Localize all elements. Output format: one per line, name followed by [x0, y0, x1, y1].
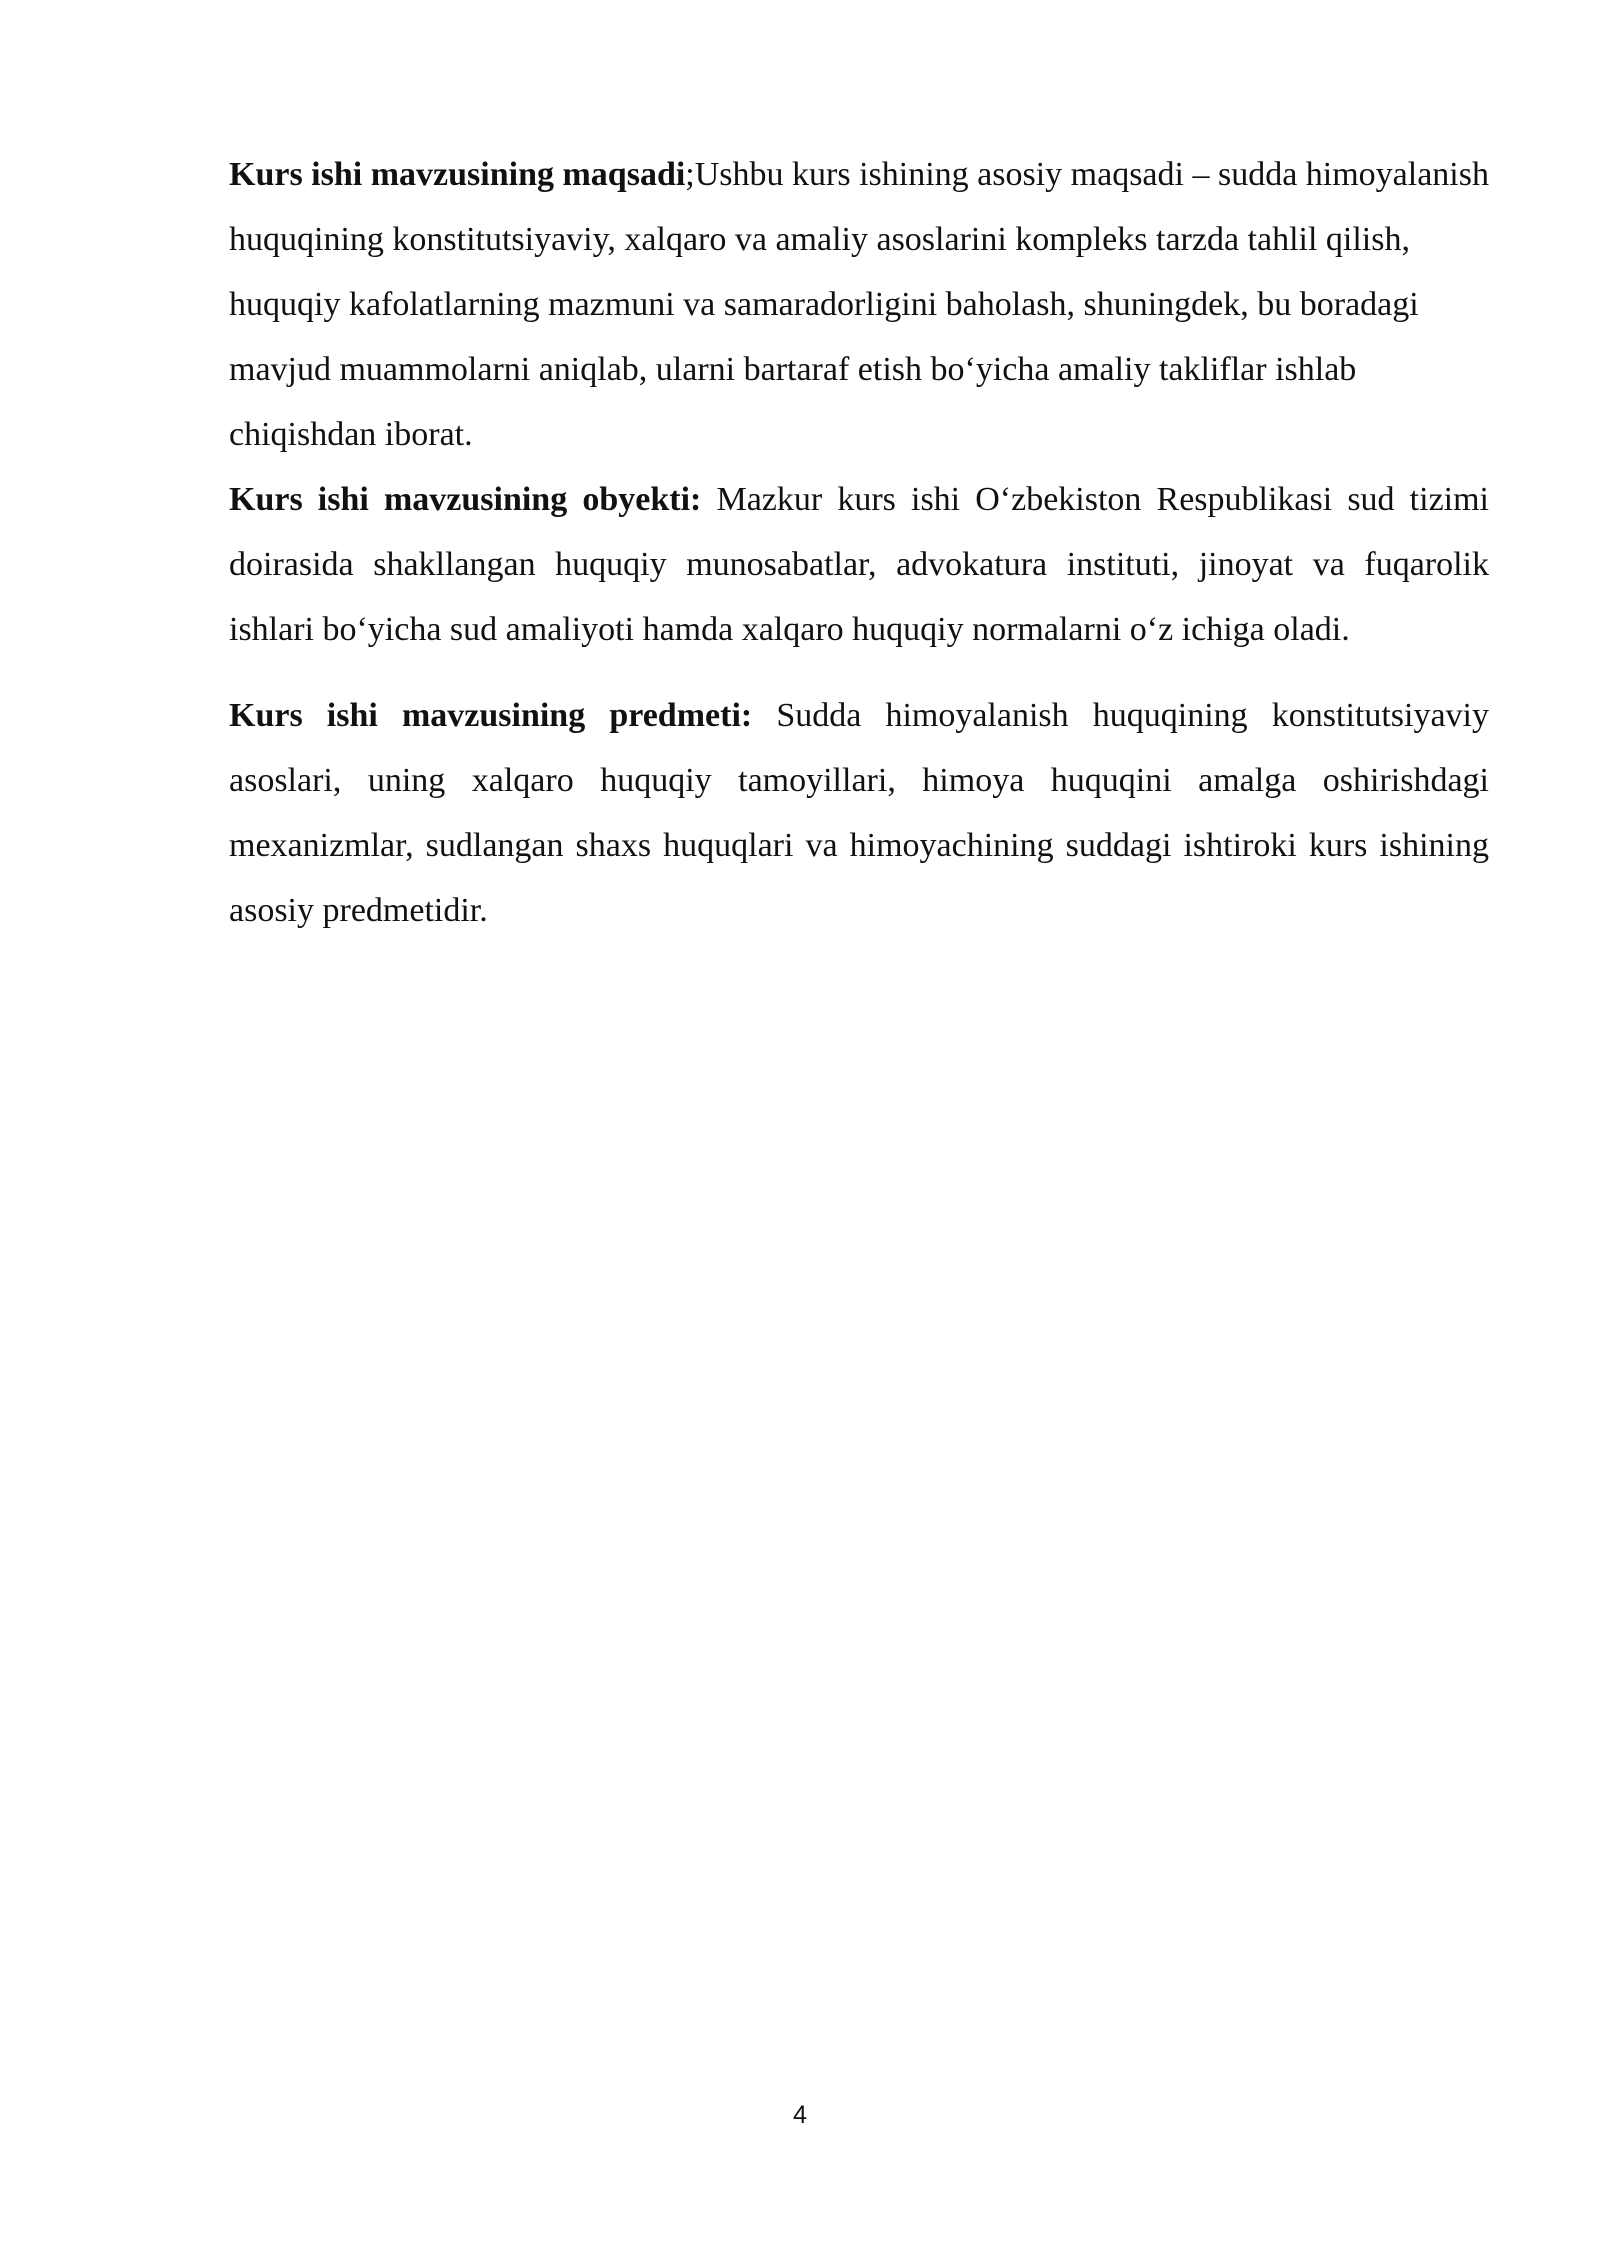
paragraph-label: Kurs ishi mavzusining maqsadi — [229, 156, 686, 193]
paragraph-text: ;Ushbu kurs ishining asosiy maqsadi – sudda himoyalanish huquqining konstitutsiyaviy, xalqaro va amaliy asoslarini kompleks tarzda tahlil qilish, huquqiy kafolatlarning mazmuni va samaradorligini baholash, shuningdek, bu boradagi mavjud muammolarni aniqlab, ularni bartaraf etish bo‘yicha amaliy takliflar ishlab chiqishdan iborat. — [229, 156, 1489, 453]
document-body — [229, 142, 1489, 943]
paragraph-obyekti — [229, 467, 1489, 662]
paragraph-label: Kurs ishi mavzusining predmeti: — [229, 697, 753, 734]
paragraph-predmeti — [229, 683, 1489, 943]
paragraph-text: Sudda himoyalanish huquqining konstitutsiyaviy asoslari, uning xalqaro huquqiy tamoyillari, himoya huquqini amalga oshirishdagi mexanizmlar, sudlangan shaxs huquqlari va himoyachining suddagi ishtiroki kurs ishining asosiy predmetidir. — [229, 697, 1489, 929]
page-number: 4 — [793, 2101, 807, 2129]
paragraph-text: Mazkur kurs ishi O‘zbekiston Respublikasi sud tizimi doirasida shakllangan huquqiy munosabatlar, advokatura instituti, jinoyat va fuqarolik ishlari bo‘yicha sud amaliyoti hamda xalqaro huquqiy normalarni o‘z ichiga oladi. — [229, 481, 1489, 648]
paragraph-maqsadi — [229, 142, 1489, 467]
paragraph-label: Kurs ishi mavzusining obyekti: — [229, 481, 702, 518]
